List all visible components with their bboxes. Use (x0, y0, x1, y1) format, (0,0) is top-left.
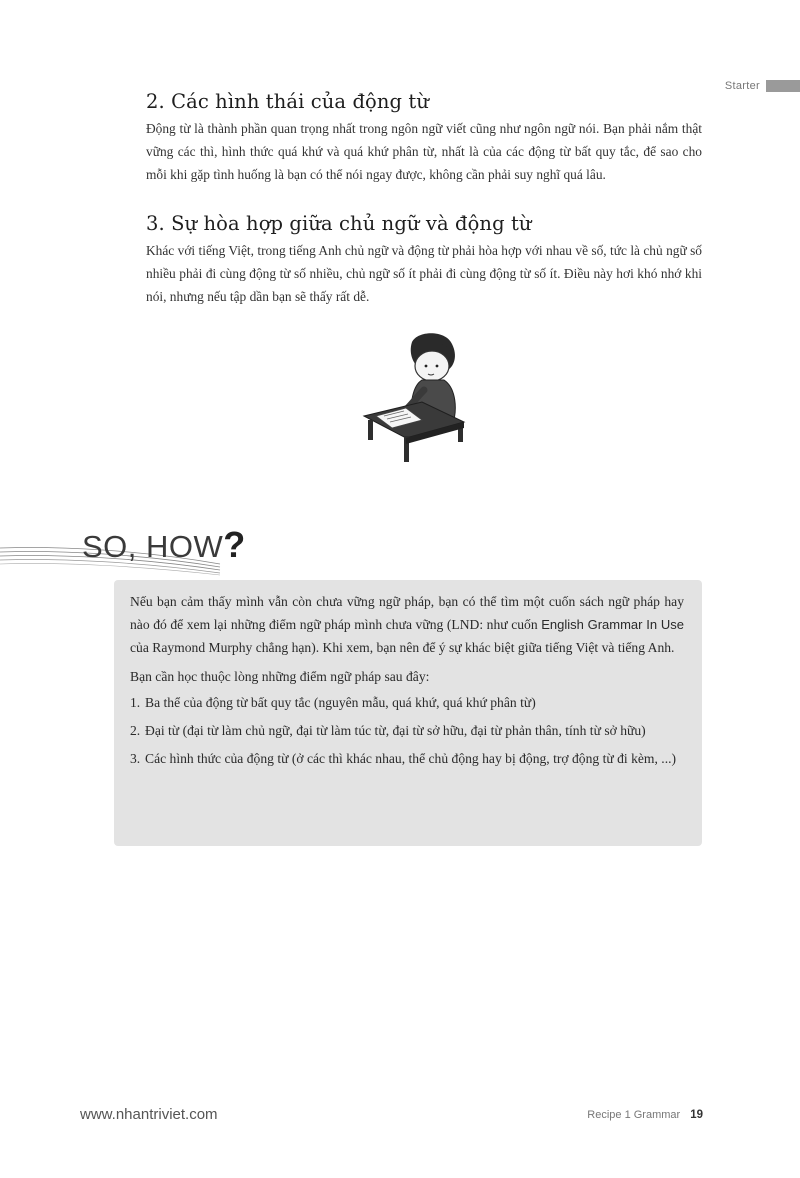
list-item (130, 748, 684, 770)
footer-right (587, 1109, 703, 1121)
section-3-heading: 3. Sự hòa hợp giữa chủ ngữ và động từ (146, 212, 532, 235)
so-how-header (0, 518, 300, 578)
section-2-body: Động từ là thành phần quan trọng nhất trong ngôn ngữ viết cũng như ngôn ngữ nói. Bạn phải nắm thật vững các thì, hình thức quá khứ và quá khứ phân từ, nhất là của các động từ bất quy tắc, để sao cho mỗi khi gặp tình huống là bạn có thể nói ngay được, không cần phải suy nghĩ quá lâu. (146, 121, 702, 182)
footer-website: www.nhantriviet.com (80, 1106, 218, 1123)
section-verb-forms (146, 90, 702, 186)
list-item-number: 2. (130, 723, 141, 738)
book-title: English Grammar In Use (541, 617, 685, 632)
question-mark: ? (223, 524, 246, 565)
student-writing-illustration (360, 330, 480, 470)
grammar-points-list (130, 692, 684, 770)
chapter-tag (725, 78, 800, 94)
so-how-text: SO, HOW (82, 529, 224, 564)
list-item-text: Các hình thức của động từ (ở các thì khác nhau, thể chủ động hay bị động, trợ động từ đi kèm, ...) (145, 751, 677, 766)
list-item-text: Ba thể của động từ bất quy tắc (nguyên mẫu, quá khứ, quá khứ phân từ) (145, 695, 536, 710)
so-how-title (82, 524, 246, 566)
list-item-number: 1. (130, 695, 141, 710)
tip-paragraph-1-start: Nếu bạn cảm thấy mình vẫn còn chưa vững ngữ pháp, bạn có thể tìm một cuốn sách ngữ pháp hay nào đó để xem lại những điểm ngữ pháp mình chưa vững (LND: như cuốn (130, 594, 684, 632)
footer-recipe-label: Recipe 1 Grammar (587, 1109, 681, 1121)
tip-box (114, 580, 702, 846)
list-item-text: Đại từ (đại từ làm chủ ngữ, đại từ làm túc từ, đại từ sở hữu, đại từ phản thân, tính từ sở hữu) (145, 723, 646, 738)
list-item-number: 3. (130, 751, 141, 766)
tip-paragraph-2: Bạn cần học thuộc lòng những điểm ngữ pháp sau đây: (130, 669, 430, 684)
list-item (130, 720, 684, 742)
section-2-heading: 2. Các hình thái của động từ (146, 90, 429, 113)
tip-paragraph-1-end: của Raymond Murphy chẳng hạn). Khi xem, bạn nên để ý sự khác biệt giữa tiếng Việt và tiếng Anh. (130, 640, 675, 655)
chapter-tag-bar (766, 80, 800, 92)
tip-paragraph-1 (130, 590, 684, 659)
section-subject-verb-agreement (146, 212, 702, 308)
section-3-body: Khác với tiếng Việt, trong tiếng Anh chủ ngữ và động từ phải hòa hợp với nhau về số, tức là chủ ngữ số nhiều phải đi cùng động từ số nhiều, chủ ngữ số ít phải đi cùng động từ số ít. Điều này hơi khó nhớ khi nói, nhưng nếu tập dần bạn sẽ thấy rất dễ. (146, 243, 702, 304)
chapter-tag-label: Starter (724, 80, 760, 92)
page-number: 19 (690, 1109, 703, 1121)
list-item (130, 692, 684, 714)
